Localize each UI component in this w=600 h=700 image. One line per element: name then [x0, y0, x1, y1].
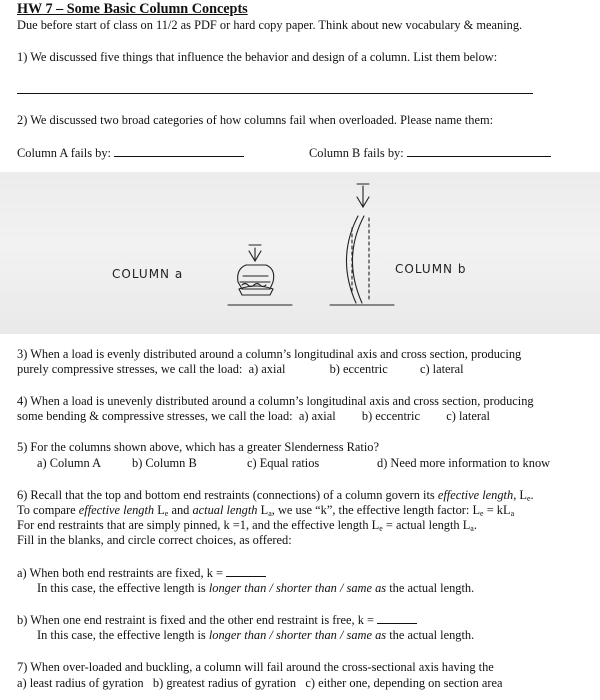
- column-b-answer-blank[interactable]: [407, 145, 551, 157]
- columns-sketch-drawing: [0, 172, 600, 334]
- q7-option-b[interactable]: b) greatest radius of gyration: [152, 676, 297, 690]
- q6-subscript-e: e: [526, 494, 531, 503]
- q6b-choice-same[interactable]: same as: [346, 628, 387, 642]
- column-a-label: Column A fails by:: [17, 146, 111, 160]
- q6-effective-length-term-2: effective length: [78, 503, 155, 517]
- question-6-line-4: Fill in the blanks, and circle correct choices, as offered:: [17, 533, 292, 547]
- column-a-label: COLUMN a: [112, 267, 184, 281]
- q4-option-b[interactable]: b) eccentric: [361, 409, 420, 423]
- q6-line2-and: and: [171, 503, 190, 517]
- column-b-label: Column B fails by:: [309, 146, 404, 160]
- question-3-prompt: purely compressive stresses, we call the load:: [17, 362, 243, 376]
- q6b-slash-1: /: [266, 628, 276, 642]
- q6-line1-text: 6) Recall that the top and bottom end restraints (connections) of a column govern its: [17, 488, 435, 502]
- q6a-prompt: a) When both end restraints are fixed, k =: [17, 566, 223, 580]
- q6-line2-formula: = kL: [486, 503, 511, 517]
- q6a-slash-1: /: [266, 581, 276, 595]
- q6a-slash-2: /: [336, 581, 347, 595]
- q6-subscript-e: e: [164, 509, 169, 518]
- q6a-k-blank[interactable]: [226, 565, 266, 577]
- q6-subscript-e: e: [379, 524, 383, 533]
- question-1: 1) We discussed five things that influence the behavior and design of a column. List them below:: [17, 50, 498, 64]
- q5-option-d[interactable]: d) Need more information to know: [377, 456, 551, 470]
- column-b-label: COLUMN b: [395, 262, 467, 276]
- q6a-case-text: In this case, the effective length is: [37, 581, 206, 595]
- q6-line1-symbol: , L: [513, 488, 527, 502]
- column-b-fails-row: [309, 145, 551, 160]
- question-6-line-2: [17, 503, 514, 517]
- question-4-line-2: [17, 409, 490, 423]
- q6b-prompt: b) When one end restraint is fixed and the other end restraint is free, k =: [17, 613, 375, 627]
- q6b-choice-longer[interactable]: longer than: [208, 628, 267, 642]
- q6-effective-length-term: effective length: [437, 488, 514, 502]
- q6-subscript-e: e: [480, 509, 484, 518]
- q6a-choice-same[interactable]: same as: [346, 581, 387, 595]
- q6-line2-symbol-la: L: [260, 503, 269, 517]
- q6a-row: [17, 565, 266, 580]
- q6a-choice-longer[interactable]: longer than: [208, 581, 267, 595]
- question-7-options: [17, 676, 503, 690]
- column-a-fails-row: [17, 145, 244, 160]
- q6b-case-text: In this case, the effective length is: [37, 628, 206, 642]
- q6-actual-length-term: actual length: [192, 503, 258, 517]
- q6b-case-row: [37, 628, 474, 642]
- q6b-choice-shorter[interactable]: shorter than: [275, 628, 337, 642]
- q5-option-a[interactable]: a) Column A: [37, 456, 102, 470]
- q6-line2-text-a: To compare: [17, 503, 76, 517]
- q3-option-c[interactable]: c) lateral: [419, 362, 464, 376]
- q6b-case-suffix: the actual length.: [389, 628, 475, 642]
- q6a-case-row: [37, 581, 474, 595]
- q6-line2-symbol-le: L: [157, 503, 165, 517]
- answer-line-q1[interactable]: [17, 93, 533, 94]
- q4-option-a[interactable]: a) axial: [298, 409, 336, 423]
- instructions: Due before start of class on 11/2 as PDF or hard copy paper. Think about new vocabulary & meaning.: [17, 18, 523, 32]
- question-2: 2) We discussed two broad categories of how columns fail when overloaded. Please name them:: [17, 113, 494, 127]
- q6a-case-suffix: the actual length.: [389, 581, 475, 595]
- question-6-line-1: [17, 488, 534, 502]
- q6b-k-blank[interactable]: [377, 612, 417, 624]
- question-4-prompt: some bending & compressive stresses, we call the load:: [17, 409, 293, 423]
- question-3-line-1: 3) When a load is evenly distributed around a column’s longitudinal axis and cross section, producing: [17, 347, 522, 361]
- question-4-line-1: 4) When a load is unevenly distributed around a column’s longitudinal axis and cross section, producing: [17, 394, 534, 408]
- q7-option-a[interactable]: a) least radius of gyration: [17, 676, 144, 690]
- question-6-line-3: [17, 518, 477, 532]
- q6-line3-text-b: = actual length L: [385, 518, 471, 532]
- q5-option-b[interactable]: b) Column B: [132, 456, 197, 470]
- q6b-row: [17, 612, 417, 627]
- q6-subscript-a: a: [510, 509, 515, 518]
- q6-subscript-a: a: [268, 509, 272, 518]
- q4-option-c[interactable]: c) lateral: [446, 409, 490, 423]
- column-a-answer-blank[interactable]: [114, 145, 244, 157]
- question-7: 7) When over-loaded and buckling, a column will fail around the cross-sectional axis having the: [17, 660, 494, 674]
- q3-option-b[interactable]: b) eccentric: [329, 362, 388, 376]
- q6-subscript-a: a: [470, 524, 474, 533]
- page-title: HW 7 – Some Basic Column Concepts: [17, 1, 248, 17]
- q6-line3-text-a: For end restraints that are simply pinned, k =1, and the effective length L: [17, 518, 380, 532]
- q7-option-c[interactable]: c) either one, depending on section area: [305, 676, 503, 690]
- q6-line3-period: .: [473, 518, 477, 532]
- q6-line1-period: .: [530, 488, 534, 502]
- q6-line2-text-b: , we use “k”, the effective length factor: L: [271, 503, 481, 517]
- q6b-slash-2: /: [336, 628, 347, 642]
- question-3-line-2: [17, 362, 464, 376]
- q6a-choice-shorter[interactable]: shorter than: [275, 581, 337, 595]
- q3-option-a[interactable]: a) axial: [248, 362, 286, 376]
- question-5: 5) For the columns shown above, which has a greater Slenderness Ratio?: [17, 440, 379, 454]
- columns-sketch-photo: [0, 172, 600, 334]
- q5-option-c[interactable]: c) Equal ratios: [247, 456, 320, 470]
